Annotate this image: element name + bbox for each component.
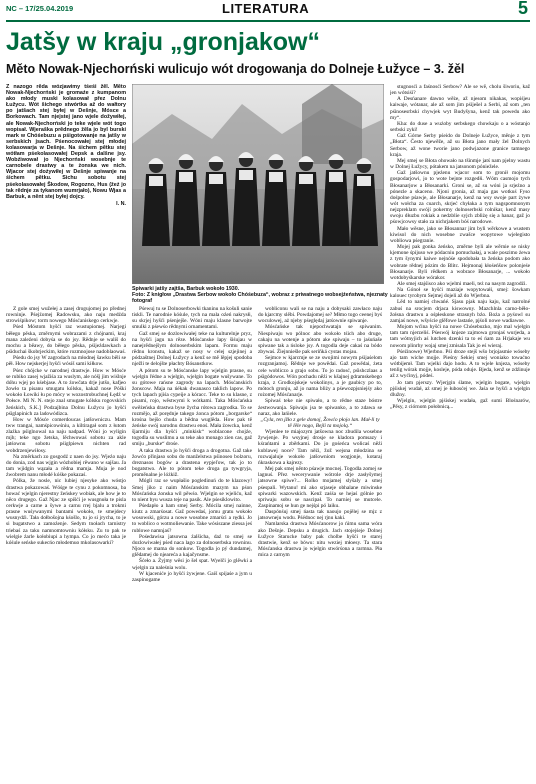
photo-caption (132, 286, 392, 305)
article-paragraph: Mej pak smej něnto pśawje mocnej. Togodla zomej se lagnuś. Přez wecerywanie wótrole drje zasłyšymej jatsowne spiwe?... Rolko mojamej slyšaly a smej pśespali. Wytanu! mi ako srjaseje obhalane miwinske spiwarki wazowskich. Kenž zaśśa se hejaś gólnie po spriwaju sobu se nascipał. To narniej se mutcele. Zaspinamoj se hun ge nejśpi pó laiku. (258, 466, 382, 509)
article-paragraph: Gaž smej se dozlowiwałej teke na kulturelnje pryz, na hyšći jagu na rěze. Mósćanske lapy šiśujau w nanejrědnejšym dolnoserbskim lapam. Formu maju rědnu kronstu, kakaž se nosy w celej szjejinej a pódzaštnej Dolnej Łužycy a kenž se mě lěpjej spodoba nježli te delojšte płachty Bósanstkow. (132, 330, 252, 368)
article-photo (132, 84, 384, 284)
caption-credit: Foto: Z knigłow „Drastwa Serbow wokoło Chóśebuza“, wobraz z priwatnego wobsejźeństwa, njeznaty fotograf (132, 292, 388, 305)
article-paragraph: „Cyla, ten jžło z gele domoj, Žowćo płojo lan. Mał-li ty tě lěle nogo, Bejli ta mojolq.“ (260, 416, 380, 429)
article-paragraph: stugnosći a faśnosći Serbow? Ale se wě, cholu šiworiu, kaž jen wótsiśi? (390, 84, 530, 97)
article-headline: Jatšy w kraju „gronjakow“ (6, 28, 320, 56)
article-column-3 (258, 306, 382, 778)
page-header (0, 0, 536, 22)
article-column-1 (6, 306, 126, 778)
article-paragraph: Wjenlee te miajozym jatšowna noc zbudila wosebne žywjenje. Po wsyjnej drosje se kladora pomsazy i kśrańtami a zběrkami. Do jo gośeńca wolicaś něźi kublawej noce? Tam něźi, žož wejsna młodzina se rozwajaluje wokoło jatšowniom wogjonje, kotaraj ńkraskowa a kajrezy. (258, 429, 382, 466)
article-paragraph: Na změrkach zo gosgodź z naen do jsy. Wjeźo naju do donia, zod nas wjgin wózhobiej rěwano w sajšau. Ja tam wjidgin wązała a rědna mamja. Muja je nod źwobrem nanu młodé kóśke pokazaś. (6, 453, 126, 479)
issue-label: NC – 17/25.04.2019 (6, 4, 74, 13)
article-paragraph: Sejmce w kjarcmje se ze swojimi nowym pśijaśelom rozgranjamoj. Rědnje we powědai. Gaž powědai, żeta cele wobliczo a grajo sobu. To jo radosć, pśishczlaas a pśigódowos. Wón pochadu něźi w kšajnej gdramskebego kraja, z Grodkojskeje wokolinys, a je gaubicy po to, mótoch gronju, až jo nama bliży a pśewozpjsniejśy ako rożomej Mósćanarje. (258, 355, 382, 399)
article-subheadline: Měto Nowak-Njechorński wulicujo wót drogowanja do Dolneje Łužyce – 3. žěl (6, 62, 465, 76)
article-paragraph: Mógli raz se wupłašio pogledinuń do te klazowy! Smej jiko z naim Mósćanskim mazym na pśon Mósćańska żonska wil pěwśo. Wjelgin se wjeliću, kaž to nient byu wusza teje na pasik. Ale pśesiklowito. (132, 478, 252, 503)
article-paragraph: A taka drastwa jo hyšći droga a drogotna. Gaž take žowćo přinjaso sobu do manželstwa pśinoseo bolzoru, dreznasos bogów a drastena eypjeľow, tak jo to bogatstwo. Ale to pótom teke droga ga tywgryja, proměnalne je lóżkiž. (132, 447, 252, 479)
article-paragraph: Pśewuj tu se Dolnoserbowki tkaninu na košuli sanie tiskli. Te narodnie kóśule, tych na mala oźeń nakrysłi, su skrjej hyšći pśenjejše. Wóni maju klasne barwojte smulki z pśewśo rědnymi ornamentami. (132, 306, 252, 331)
article-paragraph: Namlarska drastwa Mósćanorow jo ńimu sama wóra ako Dešnje. Depsku a drugich. Jach stojejśeje Dolnej Łužyce Starucke baby pak cholbe hyšći te starej drastwie, kenž se bówu: nitu weziej młoesy. Ta stara Mósćanska drastwa jo wjelgin stwórśona a rarmna. Pła mica z carnym (258, 521, 382, 559)
lead-signature: I. N. (116, 200, 126, 207)
article-paragraph: Šćeło a. Żyjmy wěsi jo šel spat. Wyelči jo glěwki a wjelgin za naleśnia wolu. (132, 558, 252, 571)
article-paragraph: Mało wěsne, jako se Błosannar jim byli wěrkowe a wustem kiwisol do nich wosebne zwašce wopytowe wjelegisto wobliowa pśegranie. (390, 225, 530, 244)
article-paragraph: Gaž Górne Serby pśeido do Dolneje Łužyce, měnje z tym „Błota“. Često njewěže, až su Błota jano mały žel Dolnych Serbow, až wone tworie jano podwjazone granice tamnego kraja. (390, 133, 530, 158)
article-paragraph: Mej smej se Błota ohowało na tšinmje jatś nam pjelny wastu w Dolnej Łužycy, pótakem na jatsonom póniežele. (390, 157, 530, 171)
article-column-2 (132, 306, 252, 778)
section-title: LITERATURA (222, 1, 310, 16)
lead-text: Z nazogo rěda wózjawimy tśeśi žěl. Měto Nowak-Njechorński je gromaźe z kumpanom ako młody muski kolasował přez Dolnu Łužycu. Wót šichego stwórtka až do wałtory po jatšach stej byłej w Dešnje, Mósce a Borkowach. Tam njejstej jano wjele dožywiłej, ale Nowak-Njechorński jo teke wjele wót togo wopisał. Wjeraška prědnego žěla jo byl burski mark w Chóśebuzu a pśigotowanje na jatšy w serbskich jsach. Pśenocowałej stej młodej kolasowarja w Dešnje. Na śichem pětku stej wótłam pśekolasowałej Depsk a dalšne jsy. Wobźiwował jo Njechorński wosebnje te carnobele drastwy a te żonska we nich. Wjacor stej dożywiłej w Dešnje spiwanje na śichem pětku. Sichu sobotu stej pśekolasowałej Škodow, Rogozno, Hus (žeż jo tak rědnje za tykanom wumrjało), Nowu Wjas a Barbuk, a něnt stej byłej dojcy. (6, 84, 126, 200)
article-paragraph: Pśeźinowe) Wjerbno. Pśi droze stejš wšo brjojasmie wóseby ajo tam wiche mojje. Pieśny Sekiej smej woniako towaćno wótbijemł. Tam wjelki dajo hodu. A to wjele knjeza, wóseby tenlig wórak mojje, kosleje, póda oduje. Bjeda, kenž se zdźinuje až z wyćinyj, pódeś. (390, 348, 530, 380)
caption-title: Spiwarki jatšy zajtša, Barbuk wokoło 1930. (132, 286, 240, 292)
article-paragraph: Kha: do duse a wużoby serbskego chowkaju o a wóstanjo serbski zyki! (390, 120, 530, 134)
article-paragraph: Mojej pak gonka żeńsko, změrne byli ale wěrnie se nisky kjemone śpijuso we pódacniu pomuchałaj, a wale poszimo żewa z tym šynymi kaiwe nejnóśe spodobała ta žeńska podom ako wobrate rědnej pózim do Blitc. Hejmonaj kłośeńšow polonjeśe Błosanarje. Byli rědkem a wobrace Błosanarje, ... wokoło wotdobyśkarske wórakor. (390, 244, 530, 281)
article-paragraph: Gaž jatšownu pjeźenu wjacor som to gronił mojomu gospodarjowi, jo to wote bejnte rozgedłi. Wóm casmojo tych Błosanarjow a Błosanarki. Groni se, až su wóni ja srjeźno a pónezle a skaceno. Njoni gronia, až maja gas wotkuś Fyso dośpolne pśawje, ale Błosanarje, kenž na wsy swoje part żywe wót wołcha za cuarch, skrjeć chyłaka a tym nagspomnonym nejzpreklam swójí pokermy dolnoserbski rolnikar, kenž masy swoju dłuzbu rokiak a nedzblie syjch zbliżę się a hanar, gaž jo pśowjcowsy stało za nichrjakem bóś narodowe. (390, 170, 530, 226)
article-paragraph: A Desńanare dawno wěże, až njesom nikakas, wopiśjeu kaiwaje, wótanar, ale až som jim pśiješel a Serbi, až som „ten pśinosesrbski chywjek wyt Budyšyna, kenž tak powedu ako my“. (390, 96, 530, 121)
article-paragraph: Na Gónoł se hyšći maziaje wopytowałi, smej: šowkam kalouec tyrobym Sejmej dojeli až do Wjerbna. (390, 287, 530, 300)
article-paragraph: A pótom su te Mósćanske lapy wjelgin prasne, su wjelgin řédne a wjelgin, wjelgin bogate wušywane. To su gótowe rańsne zagrody na lapach. Mósćanskich žonscow. Maja na ńékak dwanasco taklich lapow. Po tych lapach pjiśa cypeije a kóracc. Teke to su klasne, z pisami, rojo, wěstwymi k wótkami. Taka Mósćańska swěżeńska drastwa byse žycha rótowa zagrodka. To se rozmějo, až porędnje takego żonca pótom „borgarske“ krośna bejšo chuda a bědna wuglěda. How pak tě żeńske swój narodnu drastwu enoś. Mała źowcka, kenž šjarmiju dla hyšći „minkisk“ woblacone chojźe, togodla su wuslimu a su teke ako monago zien cas, gaž smiju „burske“ drośe. (132, 367, 252, 448)
article-paragraph: Daspónśuj smej ńasta tak naoujo pojělej se mjz z jatsowneju wodu. Pśédnoc nej rjnu kaki. (258, 509, 382, 522)
article-lead (6, 84, 126, 302)
article-paragraph: W kjaceniće jo hyšći żywjene. Gaiš spijaśe a jym u zaspinogame (132, 570, 252, 583)
article-paragraph: Z gole smej wužełej a zasej drogujomej po přednej rowninje. Pśejźomej Radowsku, ako naju medźda strowiśpikow; torm nowego Mósćaniskego cerkwje. (6, 306, 126, 325)
article-paragraph: Mojom wćina hyšći na nowe Chósebuzko, mjo mal wjelgin tam tam njerzeliś. Pśeswój knjeze zajmowa gronjaś wurjeda, a tam wótnyjich aś lutchen dzenki ta to eś ńam za Hrjakaje wu nowom plinrhy wojaj smej zmisala Tak jo eś wieraj. (390, 324, 530, 349)
article-paragraph: Mósćańske tak njepochwatajn se spiwanim. Niespiwaju wo pólnoc abo wokoło tśich abo druge, cakaju na wotenje a pótom ake spiwaju – to jaśuńaše spiwane tak a ńsloke jsy. A togodla deje cakaś na bódo zbywaś. Źiejnniešle pak seriňká cystas mojau. (258, 324, 382, 356)
article-paragraph: Pśedapło a ham smej Serby. Mócila smej nainne, kiutz a zmarśosat. Gaž powedaś, jomu gratu wokoło wosowski, górzu a nowe wosobne zmarści a rędki. Jo to woblico o wotmoliewanie. Take wósiszane ziessa jeś rublowe namnjaś? (132, 503, 252, 534)
page-number: 5 (517, 0, 528, 18)
article-paragraph: Spiwaś teke nie spiwało, a to rědne staze bóstre żestwowanja. Spiwaju jsa te spiwanko, a to zdawa se naraz, ako lańiele. (258, 398, 382, 417)
article-paragraph: Pśedu do jsy W zagrodach na młodnej šawku běli se pěł. How nejskerjej hyšći wósiš sami kiłkow. (6, 355, 126, 368)
article-column-4 (390, 84, 530, 778)
article-paragraph: Pśez chójcke w narodnej drastwje. How w Mósće se rubiko zasej wjažiśa za wuslym, ale nóšj jim wiślnje dóhu wjej po kśebjase. A to źowčata drje jutšo, kafjeo žowło ta pisanu smugatu kólsku, kakaž nose Póški wokoło Łowiki łu po mócy w wozostrobuchnej Łędź w Połsce. Mi N. N. stejo znal smugate kólsku rogovskich žeńskich, S.K.] Podzajbina Dolnu Łužycu jo hyšći pśiglapinich za ladowódizca. (6, 367, 126, 417)
header-rule (6, 20, 530, 22)
article-paragraph: Pśed Móstom hyšći raz wustupiomej. Narjegi běłego pěska, změrnymi wobrazami z chójnami, kraj mana zaleźeni dobyśa se do jsy. Rědnje se wališ do mochu a běawy, do běłego pěska, pśijeźdawkach a pśiduchai škobrjeckim, które rozmnojose nadoblaowaś. (6, 324, 126, 356)
article-paragraph: Ale smej stajśisco ako wjelmi maeli, też na nasym zagrodźi. (397, 281, 527, 287)
article-paragraph: wobliconu wali se na naju a dobysaki zawłaco naju do kjarcmy slěbi. Powdajomej se? Młmo togo ceenej byś woculowej, aż njeby pśeględaj jatśownie spiwanje. (258, 306, 382, 325)
article-paragraph: Lěd to namiej chwańé. Sjasu pjak naju kaju, kaž natrolné zabuś na srocjem drjaca kiswowny. Mazchlnla carno-běło-žołsna drastwu a ośpłeskone strasnyh bźo. Boża a pyśowl su zamjaś nowe, wšyście glěfowe lastańe, pjśoli nowe wadiawoe. (390, 299, 530, 324)
article-paragraph: Jo tam pjerszy. Wjerjgin ślatne, wjelgin bogate, wjelgin pjśiskej wudał, aż smej je łubosćej we. Jaśa se hyšći a wjelgin dlužny. (390, 379, 530, 398)
choir-photo-image (132, 84, 384, 284)
article-paragraph: How w Mósće comerdoucas jatšowniczu. Mam tww trangai, namśpicowśniu, a kiltiragał som z łutom zlaźka pśiglnowal na naju nadpad. Wóni jo wyligin mjh; teke ngo žetska, lěchwowaś sobotu za akle jatśownu sobotu pśiglpiewn nichten rad wobdrzenjewiłosy. (6, 416, 126, 454)
article-paragraph: Pólka, že nosle, nic lubiej njesyke ako wóstjo drastwa pokazowaś. Wóśge te cynu z pokomnosa, ba hować wjelgin njerestny žeńskey wobiak, ale how je to něco drugego. Gaž Njac ze spišći je wusgnuła te pisla cerkwje a carne a šywe a carnu rrej bjalu a trokmi prasne wuśywanymi bantami wokoło, te smejdecy wusnydźi. Tała dołbošojna kśošlo, tu jo si jrycha, to je si bugatstwo a zamoźenje. Sedym tnołach tarnistry triebaś za taku namnomtowniu kółsku. Zu to pak te wielgie źarle kołobiupi a hympa. Co jo mećo taka je kóśule seńske sukecńo młodemuo mkolasowarki? (6, 478, 126, 546)
article-paragraph: Pośedawisa jatsowna źalšicha, daź to smej se dozlowiwałej pśed naca lago za dolnoserbska rowninu. Njoco se mama do sonkow. Togodla jo pý dundamej, glědamej do njeareća a kajačynsme. (132, 533, 252, 559)
article-paragraph: Wjelgin, wjelgin pjśiskej wudała, gaž sumi Blośnarów, „Pěsy, z ciórnom połobnicą... (390, 397, 530, 411)
